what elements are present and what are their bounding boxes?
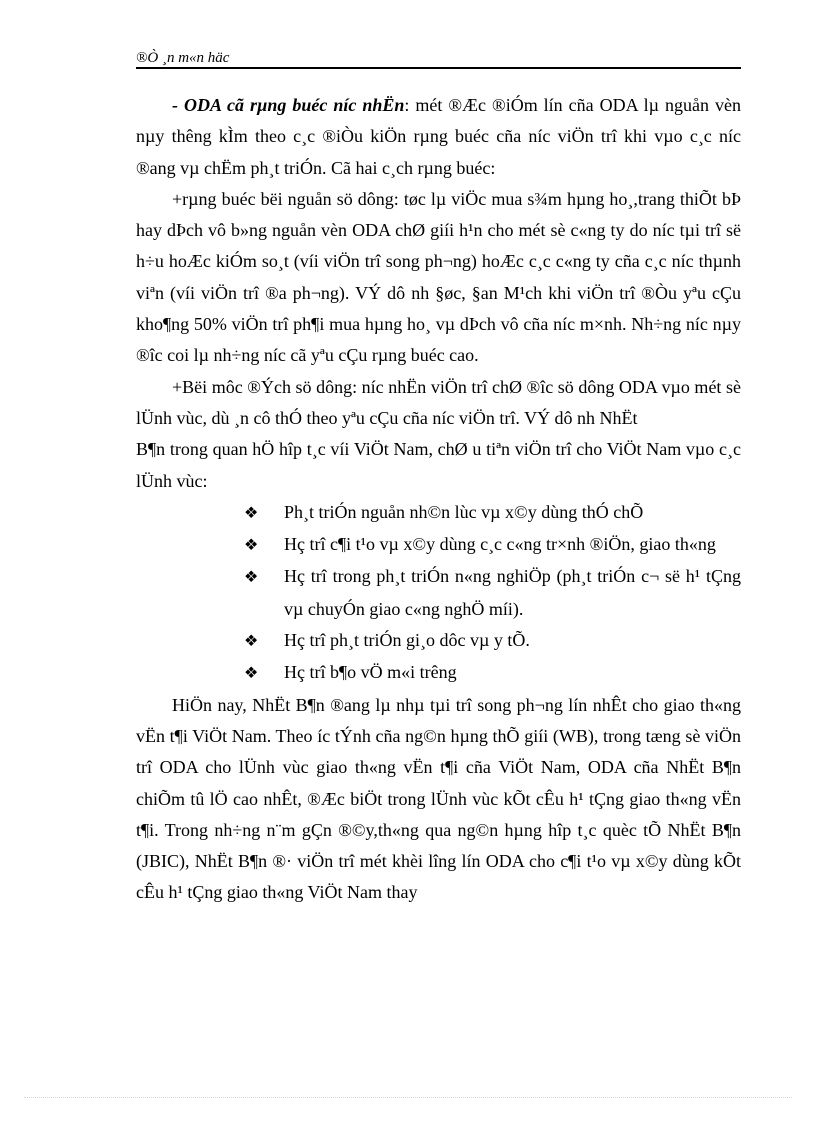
header-rule — [136, 67, 741, 69]
bullet-icon: ❖ — [244, 633, 259, 651]
list-item-text: Ph¸t triÓn nguån nh©n lùc vµ x©y dùng thÓ chÕ — [284, 501, 644, 522]
list-item-text: Hç trî b¶o vÖ m«i trêng — [284, 662, 457, 683]
list-item — [136, 625, 741, 657]
list-item-text: Hç trî trong ph¸t triÓn n«ng nghiÖp (ph¸t triÓn c¬ së h¹ tÇng vµ chuyÓn giao c«ng nghÖ míi). — [284, 566, 741, 619]
page-bottom-rule — [24, 1097, 792, 1098]
paragraph-lead: - ODA cã rµng buéc níc nhËn — [172, 95, 405, 115]
paragraph-japan-largest-donor: HiÖn nay, NhËt B¶n ®ang lµ nhµ tµi trî song ph¬ng lín nhÊt cho giao th«ng vËn t¶i ViÖt Nam. Theo íc tÝnh cña ng©n hµng thÕ giíi (WB), trong tæng sè viÖn trî ODA cho lÜnh vùc giao th«ng vËn t¶i cña ViÖt Nam, ODA cña NhËt B¶n chiÕm tû lÖ cao nhÊt, ®Æc biÖt trong lÜnh vùc kÕt cÊu h¹ tÇng giao th«ng vËn t¶i. Trong nh÷ng n¨m gÇn ®©y,th«ng qua ng©n hµng hîp t¸c quèc tÕ NhËt B¶n (JBIC), NhËt B¶n ®· viÖn trî mét khèi lîng lín ODA cho c¶i t¹o vµ x©y dùng kÕt cÊu h¹ tÇng giao th«ng ViÖt Nam thay — [136, 694, 741, 903]
paragraph-rest: : mét ®Æc ®iÓm lín cña ODA lµ nguån vèn nµy thêng kÌm theo c¸c ®iÒu kiÖn rµng buéc cña níc viÖn trî khi vµo c¸c níc ®ang vµ chËm ph¸t triÓn. Cã hai c¸ch rµng buéc: — [136, 95, 741, 178]
paragraph-tied-by-purpose: +Bëi môc ®Ých sö dông: níc nhËn viÖn trî chØ ®îc sö dông ODA vµo mét sè lÜnh vùc, dù ¸n cô thÓ theo yªu cÇu cña níc viÖn trî. VÝ dô nh NhËt — [136, 376, 741, 428]
list-item — [136, 657, 741, 689]
paragraph-oda-tied-intro — [136, 90, 741, 184]
bullet-icon: ❖ — [244, 569, 259, 587]
bullet-icon: ❖ — [244, 537, 259, 555]
page-header: ®Ò ¸n m«n häc — [136, 50, 230, 66]
document-body — [136, 90, 741, 909]
priority-list — [136, 497, 741, 690]
list-item-text: Hç trî ph¸t triÓn gi¸o dôc vµ y tÕ. — [284, 630, 530, 651]
list-item-text: Hç trî c¶i t¹o vµ x©y dùng c¸c c«ng tr×nh ®iÖn, giao th«ng — [284, 534, 716, 555]
paragraph-japan-priorities: B¶n trong quan hÖ hîp t¸c víi ViÖt Nam, chØ u tiªn viÖn trî cho ViÖt Nam vµo c¸c lÜnh vùc: — [136, 439, 741, 491]
bullet-icon: ❖ — [244, 504, 259, 522]
list-item — [136, 561, 741, 625]
paragraph-tied-by-source: +rµng buéc bëi nguån sö dông: tøc lµ viÖc mua s¾m hµng ho¸,trang thiÕt bÞ hay dÞch vô b»ng nguån vèn ODA chØ giíi h¹n cho mét sè c«ng ty do níc tµi trî së h÷u hoÆc kiÓm so¸t (víi viÖn trî song ph¬ng) hoÆc c¸c c«ng ty cña c¸c níc thµnh viªn (víi viÖn trî ®a ph¬ng). VÝ dô nh §øc, §an M¹ch khi viÖn trî ®Òu yªu cÇu kho¶ng 50% viÖn trî ph¶i mua hµng ho¸ vµ dÞch vô cña níc m×nh. Nh÷ng níc nµy ®îc coi lµ nh÷ng níc cã yªu cÇu rµng buéc cao. — [136, 188, 741, 366]
list-item — [136, 529, 741, 561]
bullet-icon: ❖ — [244, 665, 259, 683]
list-item — [136, 497, 741, 529]
